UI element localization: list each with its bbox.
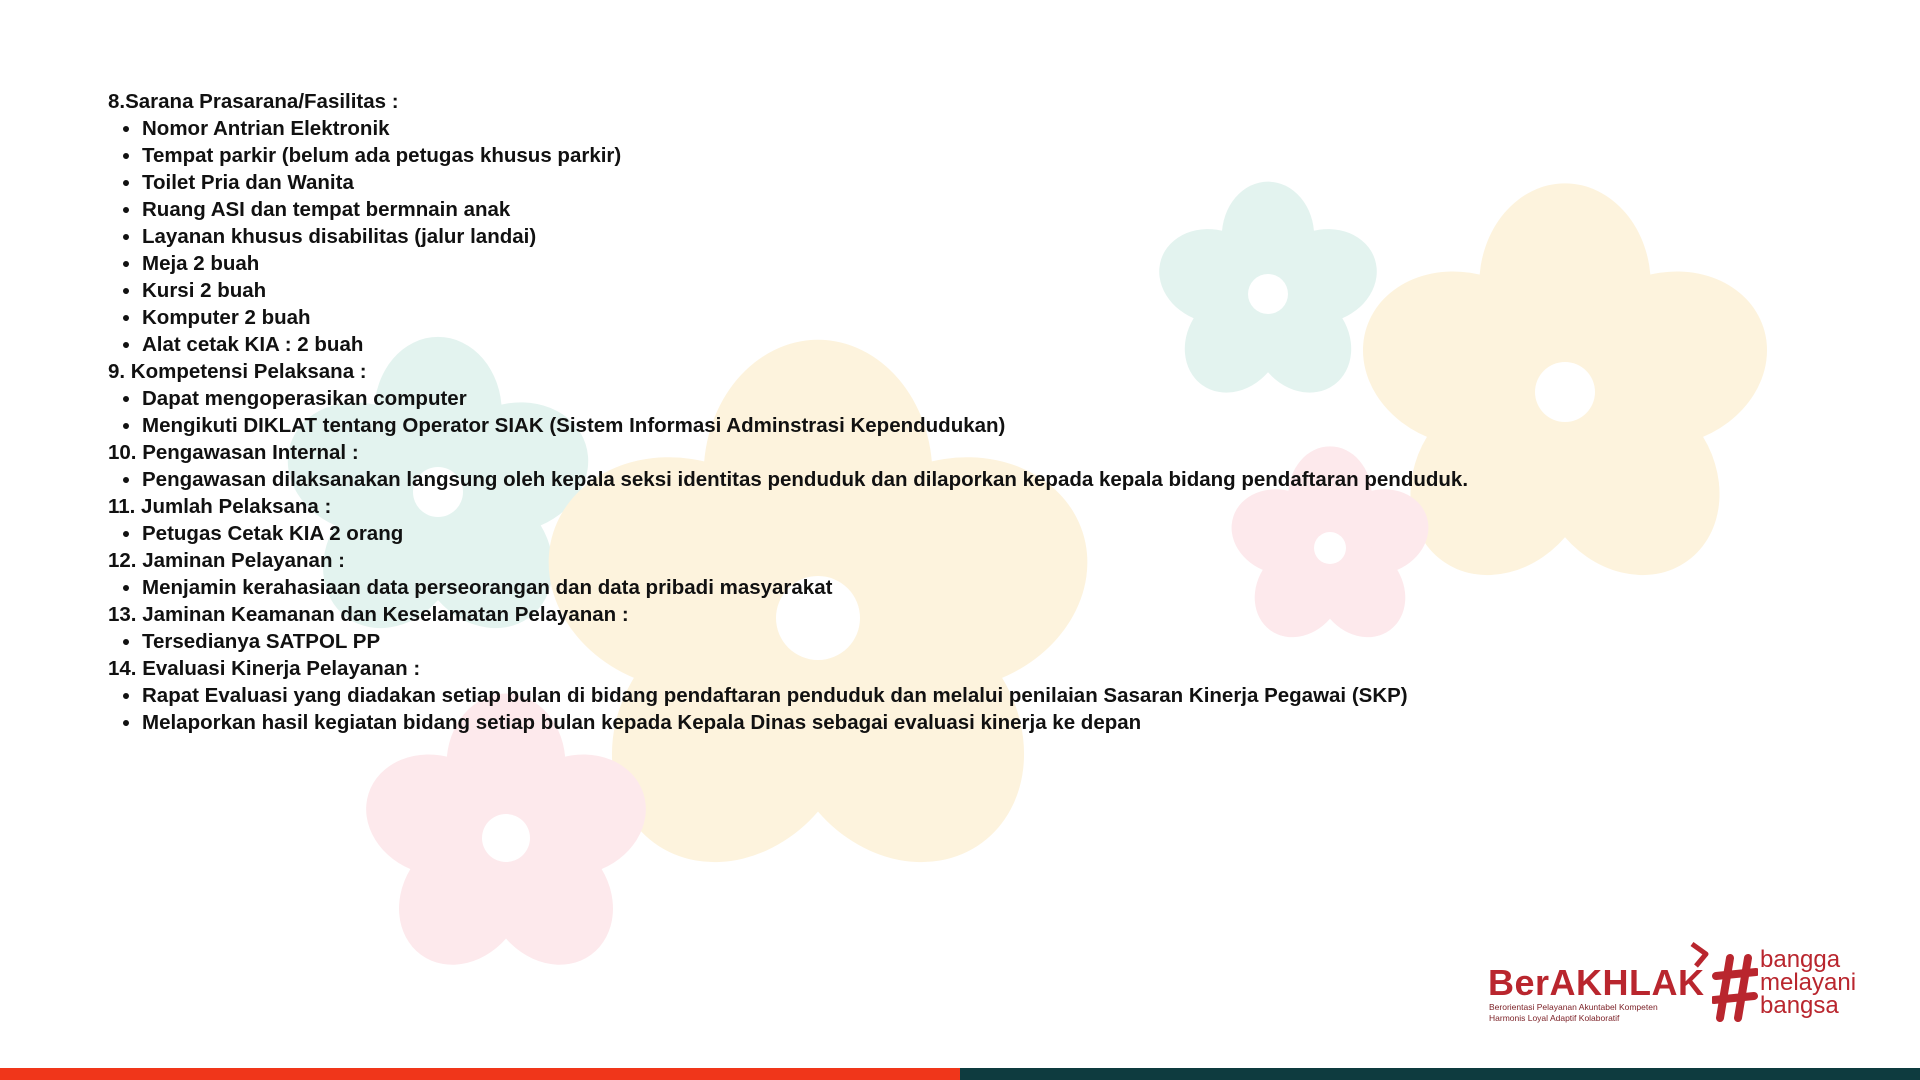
bullet-list — [108, 115, 1468, 358]
list-item: • Tersedianya SATPOL PP — [142, 628, 1468, 655]
section-heading: 12. Jaminan Pelayanan : — [108, 549, 346, 572]
list-item: • Petugas Cetak KIA 2 orang — [142, 520, 1468, 547]
list-item: • Tempat parkir (belum ada petugas khusus parkir) — [142, 142, 1468, 169]
list-item: • Kursi 2 buah — [142, 277, 1468, 304]
list-item: • Komputer 2 buah — [142, 304, 1468, 331]
section-heading: 10. Pengawasan Internal : — [108, 441, 359, 464]
section-sarana — [108, 88, 1468, 358]
section-heading: 9. Kompetensi Pelaksana : — [108, 360, 367, 383]
list-item: • Mengikuti DIKLAT tentang Operator SIAK (Sistem Informasi Adminstrasi Kependudukan) — [142, 412, 1468, 439]
logo-slogan: bangga melayani bangsa — [1760, 946, 1857, 1019]
section-pengawasan — [108, 439, 1468, 493]
section-evaluasi — [108, 655, 1468, 736]
list-item: • Melaporkan hasil kegiatan bidang setiap bulan kepada Kepala Dinas sebagai evaluasi kinerja ke depan — [142, 709, 1468, 736]
footer-bar-left — [0, 1068, 960, 1080]
section-heading: 8.Sarana Prasarana/Fasilitas : — [108, 90, 399, 113]
section-heading: 11. Jumlah Pelaksana : — [108, 495, 332, 518]
footer-bar-right — [960, 1068, 1920, 1080]
list-item: • Meja 2 buah — [142, 250, 1468, 277]
list-item: • Alat cetak KIA : 2 buah — [142, 331, 1468, 358]
logo-wordmark: BerAKHLAK — [1488, 962, 1705, 1003]
list-item: • Nomor Antrian Elektronik — [142, 115, 1468, 142]
document-content — [108, 88, 1468, 736]
list-item: • Dapat mengoperasikan computer — [142, 385, 1468, 412]
logo-tagline: Berorientasi Pelayanan Akuntabel Kompeten Harmonis Loyal Adaptif Kolaboratif — [1489, 1002, 1658, 1023]
list-item: • Layanan khusus disabilitas (jalur landai) — [142, 223, 1468, 250]
hashtag-icon — [1712, 952, 1758, 1024]
section-heading: 14. Evaluasi Kinerja Pelayanan : — [108, 657, 421, 680]
section-jumlah-pelaksana — [108, 493, 1468, 547]
logo-chevron-icon — [1688, 942, 1710, 968]
section-jaminan-keamanan — [108, 601, 1468, 655]
list-item: • Rapat Evaluasi yang diadakan setiap bulan di bidang pendaftaran penduduk dan melalui penilaian Sasaran Kinerja Pegawai (SKP) — [142, 682, 1468, 709]
list-item: • Ruang ASI dan tempat bermnain anak — [142, 196, 1468, 223]
bullet-list — [108, 520, 1468, 547]
section-kompetensi — [108, 358, 1468, 439]
section-jaminan-pelayanan — [108, 547, 1468, 601]
list-item: • Menjamin kerahasiaan data perseorangan dan data pribadi masyarakat — [142, 574, 1468, 601]
bullet-list — [108, 682, 1468, 736]
bullet-list — [108, 385, 1468, 439]
footer-bar — [0, 1068, 1920, 1080]
list-item: • Pengawasan dilaksanakan langsung oleh kepala seksi identitas penduduk dan dilaporkan kepada kepala bidang pendaftaran penduduk. — [142, 466, 1468, 493]
bullet-list — [108, 466, 1468, 493]
bullet-list — [108, 628, 1468, 655]
bullet-list — [108, 574, 1468, 601]
berakhlak-logo — [1488, 942, 1868, 1034]
list-item: • Toilet Pria dan Wanita — [142, 169, 1468, 196]
section-heading: 13. Jaminan Keamanan dan Keselamatan Pelayanan : — [108, 603, 629, 626]
